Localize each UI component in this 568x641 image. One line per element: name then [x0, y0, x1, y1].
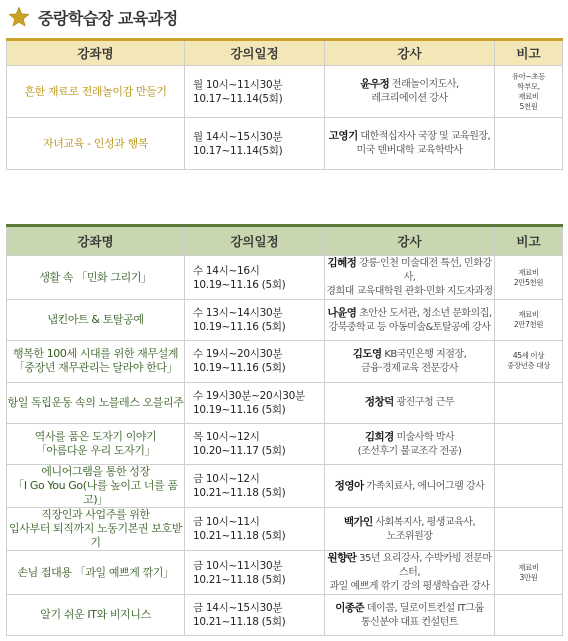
- header-course: 강좌명: [7, 226, 185, 256]
- header-instructor: 강사: [325, 40, 495, 66]
- course-name: 직장인과 사업주를 위한 입사부터 퇴직까지 노동기본권 보호받기: [7, 508, 185, 551]
- course-note: 유아~초등 학부모, 재료비 5천원: [495, 66, 563, 118]
- course-schedule: 수 19시30분~20시30분 10.19~11.16 (5회): [185, 382, 325, 423]
- instructor-name: 백가인: [343, 515, 373, 528]
- course-name: 알기 쉬운 IT와 비지니스: [7, 595, 185, 636]
- instructor-name: 윤우정: [360, 78, 390, 90]
- course-schedule: 금 10시~11시 10.21~11.18 (5회): [185, 508, 325, 551]
- table-header-row: [7, 226, 563, 256]
- instructor-name: 나윤영: [327, 306, 357, 319]
- header-instructor: 강사: [325, 226, 495, 256]
- course-name: 생활 속 「민화 그리기」: [7, 256, 185, 300]
- table-row: [7, 256, 563, 300]
- table-row: [7, 66, 563, 118]
- star-icon: [8, 6, 30, 28]
- course-instructor: 김혜정 강릉·인천 미술대전 특선, 민화강사, 경희대 교육대학원 관화·민화 지도자과정: [325, 256, 495, 300]
- course-note: 45세 이상 중장년층 대상: [495, 341, 563, 382]
- table-row: [7, 551, 563, 595]
- course-schedule: 수 13시~14시30분 10.19~11.16 (5회): [185, 300, 325, 341]
- course-name: 행복한 100세 시대를 위한 재무설계 「중장년 재무관리는 달라야 한다」: [7, 341, 185, 382]
- course-schedule: 금 10시~11시30분 10.21~11.18 (5회): [185, 551, 325, 595]
- course-name: 항일 독립운동 속의 노블레스 오블리주: [7, 382, 185, 423]
- instructor-name: 원향란: [327, 552, 357, 565]
- course-note: 재료비 3만원: [495, 551, 563, 595]
- course-instructor: 이종준 데이콤, 딜로이트컨설 IT그룹 통신분야 대표 컨설턴트: [325, 595, 495, 636]
- course-schedule: 금 10시~12시 10.21~11.18 (5회): [185, 465, 325, 508]
- course-instructor: 김도영 KB국민은행 지점장, 금융·경제교육 전문강사: [325, 341, 495, 382]
- course-note: [495, 118, 563, 170]
- instructor-name: 정영아: [334, 479, 364, 492]
- course-instructor: 윤우정 전래놀이지도사, 레크리에이션 강사: [325, 66, 495, 118]
- table-row: [7, 423, 563, 464]
- course-note: [495, 382, 563, 423]
- course-name: 역사를 품은 도자기 이야기 「아름다운 우리 도자기」: [7, 423, 185, 464]
- page-title: 중랑학습장 교육과정: [38, 8, 178, 28]
- course-instructor: 원향란 35년 요리강사, 수박카빙 전문마스터, 과일 예쁘게 깎기 강의 평생학습관 강사: [325, 551, 495, 595]
- table-header-row: [7, 40, 563, 66]
- course-note: [495, 508, 563, 551]
- course-instructor: 정창덕 광진구청 근무: [325, 382, 495, 423]
- course-schedule: 수 14시~16시 10.19~11.16 (5회): [185, 256, 325, 300]
- header-schedule: 강의일정: [185, 226, 325, 256]
- instructor-name: 김도영: [352, 347, 382, 360]
- table-row: [7, 595, 563, 636]
- course-instructor: 정영아 가족치료사, 에니어그램 강사: [325, 465, 495, 508]
- title-row: [8, 4, 178, 30]
- course-schedule: 수 19시~20시30분 10.19~11.16 (5회): [185, 341, 325, 382]
- course-instructor: 고영기 대한적십자사 국장 및 교육원장, 미국 덴버대학 교육학박사: [325, 118, 495, 170]
- course-name: 자녀교육 - 인성과 행복: [7, 118, 185, 170]
- course-table-1: [6, 38, 563, 170]
- course-instructor: 김희경 미술사학 박사 (조선후기 불교조각 전공): [325, 423, 495, 464]
- table-row: [7, 508, 563, 551]
- table-row: [7, 118, 563, 170]
- header-note: 비고: [495, 226, 563, 256]
- course-note: [495, 423, 563, 464]
- course-name: 손님 접대용 「과일 예쁘게 깎기」: [7, 551, 185, 595]
- instructor-name: 이종준: [335, 601, 365, 614]
- course-name: 냅킨아트 & 토탈공예: [7, 300, 185, 341]
- course-schedule: 월 14시~15시30분 10.17~11.14(5회): [185, 118, 325, 170]
- course-schedule: 월 10시~11시30분 10.17~11.14(5회): [185, 66, 325, 118]
- header-schedule: 강의일정: [185, 40, 325, 66]
- header-note: 비고: [495, 40, 563, 66]
- course-schedule: 금 14시~15시30분 10.21~11.18 (5회): [185, 595, 325, 636]
- course-name: 흔한 재료로 전래놀이감 만들기: [7, 66, 185, 118]
- table-row: [7, 300, 563, 341]
- table-row: [7, 341, 563, 382]
- instructor-name: 고영기: [328, 130, 358, 142]
- course-note: 재료비 2만5천원: [495, 256, 563, 300]
- course-instructor: 나윤영 초안산 도서관, 청소년 문화의집, 강북중학교 등 아동미술&토탈공예 강사: [325, 300, 495, 341]
- header-course: 강좌명: [7, 40, 185, 66]
- course-table-2: [6, 224, 563, 636]
- course-name: 에니어그램을 통한 성장 「I Go You Go(나를 높이고 너를 품고)」: [7, 465, 185, 508]
- course-note: [495, 595, 563, 636]
- table-row: [7, 465, 563, 508]
- table-row: [7, 382, 563, 423]
- instructor-name: 정창덕: [364, 396, 394, 409]
- instructor-name: 김희경: [364, 430, 394, 443]
- course-schedule: 목 10시~12시 10.20~11.17 (5회): [185, 423, 325, 464]
- instructor-name: 김혜정: [327, 257, 357, 269]
- course-instructor: 백가인 사회복지사, 평생교육사, 노조위원장: [325, 508, 495, 551]
- course-note: 재료비 2만7천원: [495, 300, 563, 341]
- course-note: [495, 465, 563, 508]
